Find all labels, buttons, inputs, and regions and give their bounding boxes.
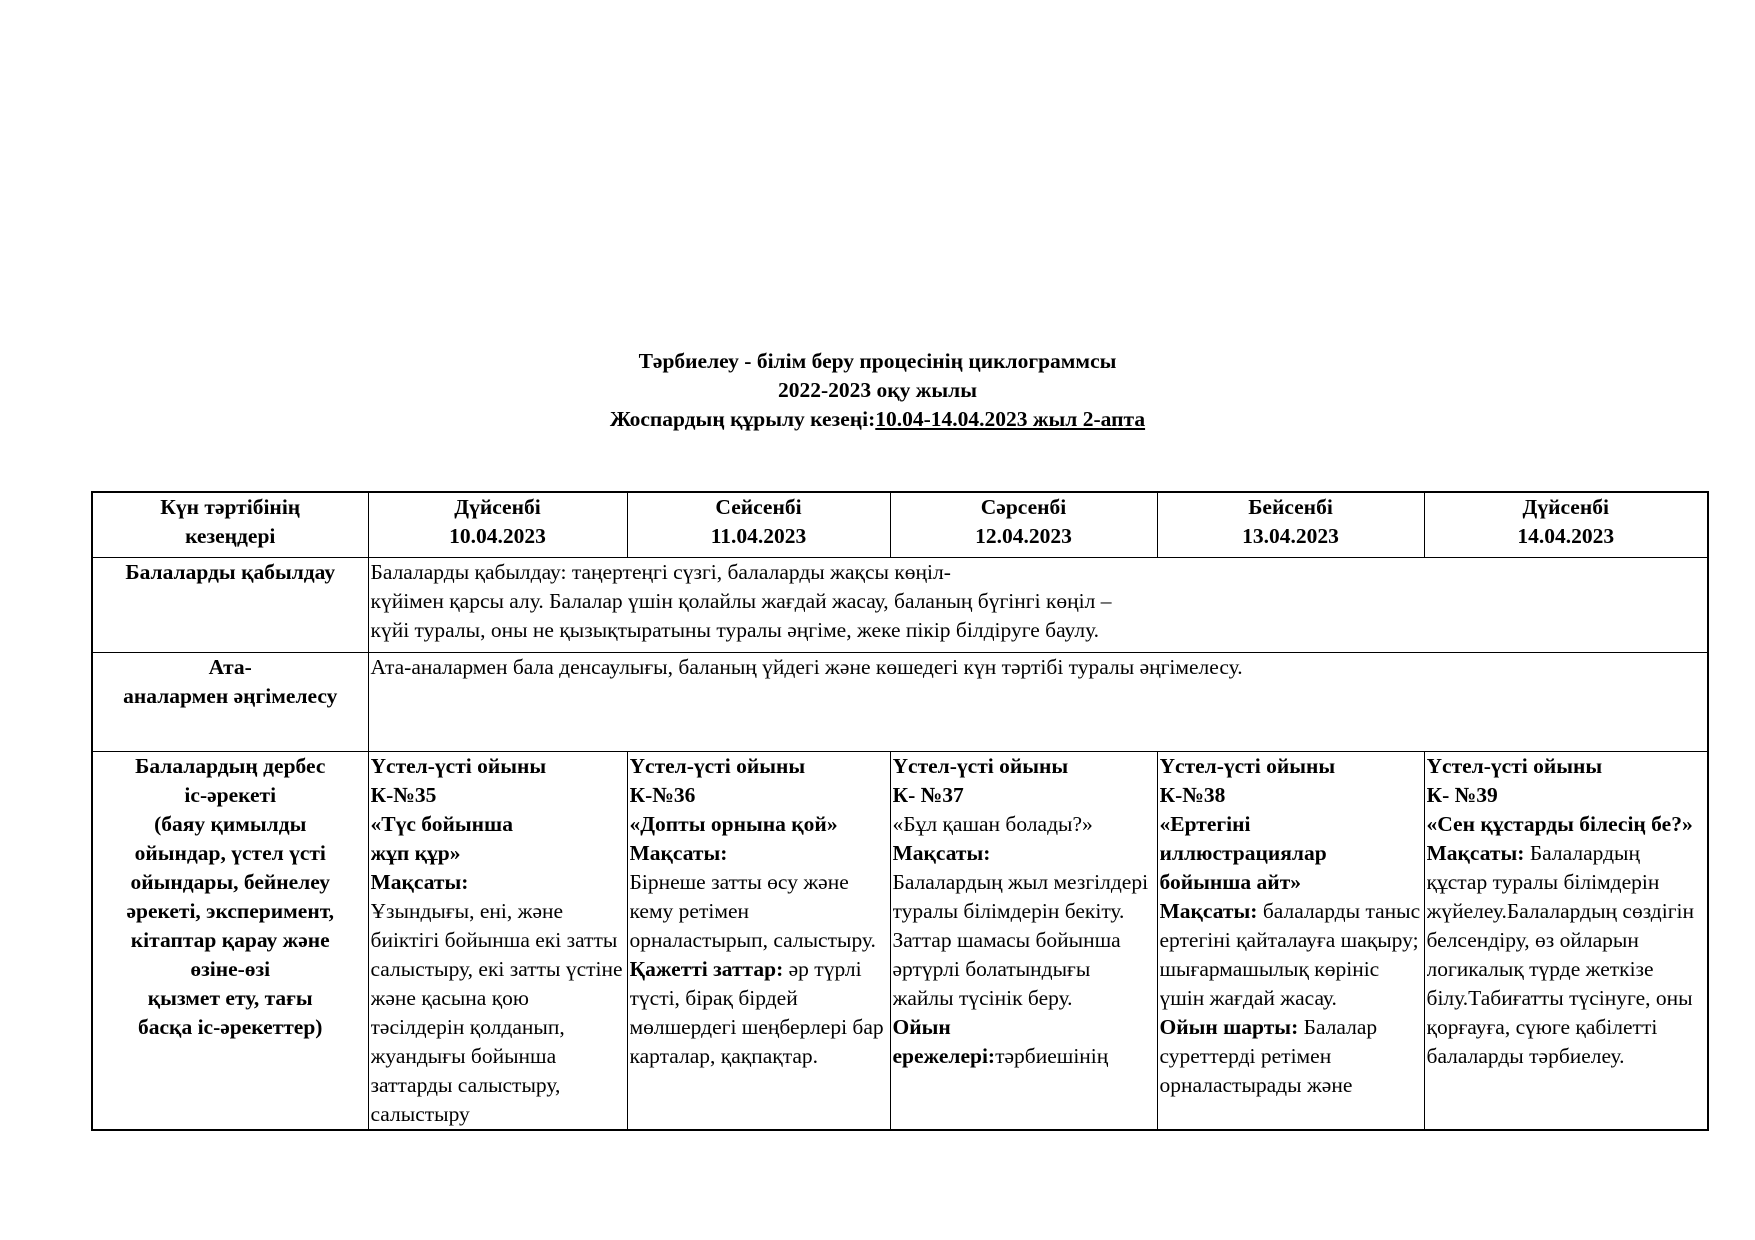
- goal-label: Мақсаты:: [629, 840, 728, 865]
- activity-title: Үстел-үсті ойыны: [892, 753, 1069, 778]
- items-label: Қажетті заттар:: [629, 956, 784, 981]
- day-name: Дүйсенбі: [1522, 495, 1609, 519]
- activity-goal: [630, 839, 888, 955]
- activity-goal: [1427, 839, 1706, 1071]
- schedule-table: [91, 491, 1709, 1131]
- activity-game-name: «Сен құстарды білесің бе?»: [1426, 811, 1693, 836]
- day-header-thu: [1157, 492, 1424, 557]
- items-text: әр түрлі түсті, бірақ бірдей мөлшердегі шеңберлері бар карталар, қақпақтар.: [629, 956, 884, 1068]
- activity-code: К- №37: [892, 782, 964, 807]
- activity-code: К-№36: [629, 782, 696, 807]
- goal-text: Балалардың құстар туралы білімдерін жүйелеу.Балалардың сөздігін белсендіру, өз ойларын логикалық түрде жеткізе білу.Табиғатты түсінуге, оны қорғауға, сүюге қабілетті балаларды тәрбиелеу.: [1426, 840, 1695, 1068]
- activity-code: К-№38: [1159, 782, 1226, 807]
- table-row-reception: [92, 557, 1708, 652]
- activity-rules: [1160, 1013, 1422, 1100]
- goal-label: Мақсаты:: [1159, 898, 1258, 923]
- activity-game-name: «Бұл қашан болады?»: [892, 811, 1093, 836]
- plan-period-value: 10.04-14.04.2023 жыл 2-апта: [875, 407, 1146, 431]
- academic-year: 2022-2023 оқу жылы: [777, 378, 978, 402]
- row-label-parents: Ата- аналармен әңгімелесу: [92, 652, 368, 751]
- activity-game-name: «Түс бойынша жұп құр»: [370, 811, 513, 865]
- corner-header: Күн тәртібінің кезеңдері: [92, 492, 368, 557]
- goal-text: Ұзындығы, ені, және биіктігі бойынша екі затты салыстыру, екі затты үстіне және қасына қою тәсілдерін қолданып, жуандығы бойынша заттарды салыстыру, салыстыру: [370, 898, 623, 1126]
- rules-label: Ойын шарты:: [1159, 1014, 1299, 1039]
- day-name: Сейсенбі: [715, 495, 802, 519]
- day-date: 11.04.2023: [710, 524, 807, 548]
- goal-text: Бірнеше затты өсу және кему ретімен орналастырып, салыстыру.: [629, 869, 876, 952]
- rules-label: Ойын ережелері:: [892, 1014, 996, 1068]
- day-header-fri: [1424, 492, 1708, 557]
- goal-label: Мақсаты:: [370, 869, 469, 894]
- activity-game-name: «Допты орнына қой»: [629, 811, 838, 836]
- day-date: 14.04.2023: [1517, 524, 1615, 548]
- day-header-wed: [890, 492, 1157, 557]
- activity-goal: [371, 868, 625, 1129]
- activity-game-name: «Ертегіні иллюстрациялар бойынша айт»: [1159, 811, 1327, 894]
- goal-label: Мақсаты:: [892, 840, 991, 865]
- activity-cell-mon: [368, 751, 627, 1130]
- goal-label: Мақсаты:: [1426, 840, 1525, 865]
- reception-text: Балаларды қабылдау: таңертеңгі сүзгі, балаларды жақсы көңіл- күйімен қарсы алу. Балалар үшін қолайлы жағдай жасау, баланың бүгінгі көңіл – күйі туралы, оны не қызықтыратыны туралы әңгіме, жеке пікір білдіруге баулу.: [368, 557, 1708, 652]
- day-name: Сәрсенбі: [980, 495, 1067, 519]
- plan-period-line: [0, 405, 1755, 434]
- activity-items: [630, 955, 888, 1071]
- document-title: Тәрбиелеу - білім беру процесінің циклограммсы: [638, 349, 1117, 373]
- rules-text: Балалар суреттерді ретімен орналастырады және: [1159, 1014, 1378, 1097]
- activity-title: Үстел-үсті ойыны: [629, 753, 806, 778]
- plan-period-label: Жоспардың құрылу кезеңі:: [609, 407, 876, 431]
- table-header-row: [92, 492, 1708, 557]
- rules-text: тәрбиешінің: [995, 1043, 1109, 1068]
- table-row-activity: [92, 751, 1708, 1130]
- activity-title: Үстел-үсті ойыны: [370, 753, 547, 778]
- day-date: 10.04.2023: [449, 524, 546, 548]
- activity-cell-thu: [1157, 751, 1424, 1130]
- activity-goal: [1160, 897, 1422, 1013]
- row-label-activity: Балалардың дербес іс-әрекеті (баяу қимылды ойындар, үстел үсті ойындары, бейнелеу әрекеті, эксперимент, кітаптар қарау және өзіне-өзі қызмет ету, тағы басқа іс-әрекеттер): [92, 751, 368, 1130]
- activity-code: К-№35: [370, 782, 437, 807]
- day-header-mon: [368, 492, 627, 557]
- activity-cell-tue: [627, 751, 890, 1130]
- day-header-tue: [627, 492, 890, 557]
- goal-text: Балалардың жыл мезгілдері туралы білімдерін бекіту. Заттар шамасы бойынша әртүрлі болатындығы жайлы түсінік беру.: [892, 869, 1149, 1010]
- activity-code: К- №39: [1426, 782, 1498, 807]
- activity-title: Үстел-үсті ойыны: [1426, 753, 1603, 778]
- activity-rules: [893, 1013, 1155, 1071]
- day-name: Бейсенбі: [1248, 495, 1333, 519]
- parents-text: Ата-аналармен бала денсаулығы, баланың үйдегі және көшедегі күн тәртібі туралы әңгімелесу.: [368, 652, 1708, 751]
- day-date: 12.04.2023: [975, 524, 1072, 548]
- day-name: Дүйсенбі: [454, 495, 541, 519]
- activity-cell-fri: [1424, 751, 1708, 1130]
- day-date: 13.04.2023: [1242, 524, 1339, 548]
- row-label-reception: Балаларды қабылдау: [92, 557, 368, 652]
- activity-title: Үстел-үсті ойыны: [1159, 753, 1336, 778]
- activity-cell-wed: [890, 751, 1157, 1130]
- document-header: [0, 347, 1755, 434]
- table-row-parents: [92, 652, 1708, 751]
- activity-goal: [893, 839, 1155, 1013]
- goal-text: балаларды таныс ертегіні қайталауға шақыру; шығармашылық көрініс үшін жағдай жасау.: [1159, 898, 1421, 1010]
